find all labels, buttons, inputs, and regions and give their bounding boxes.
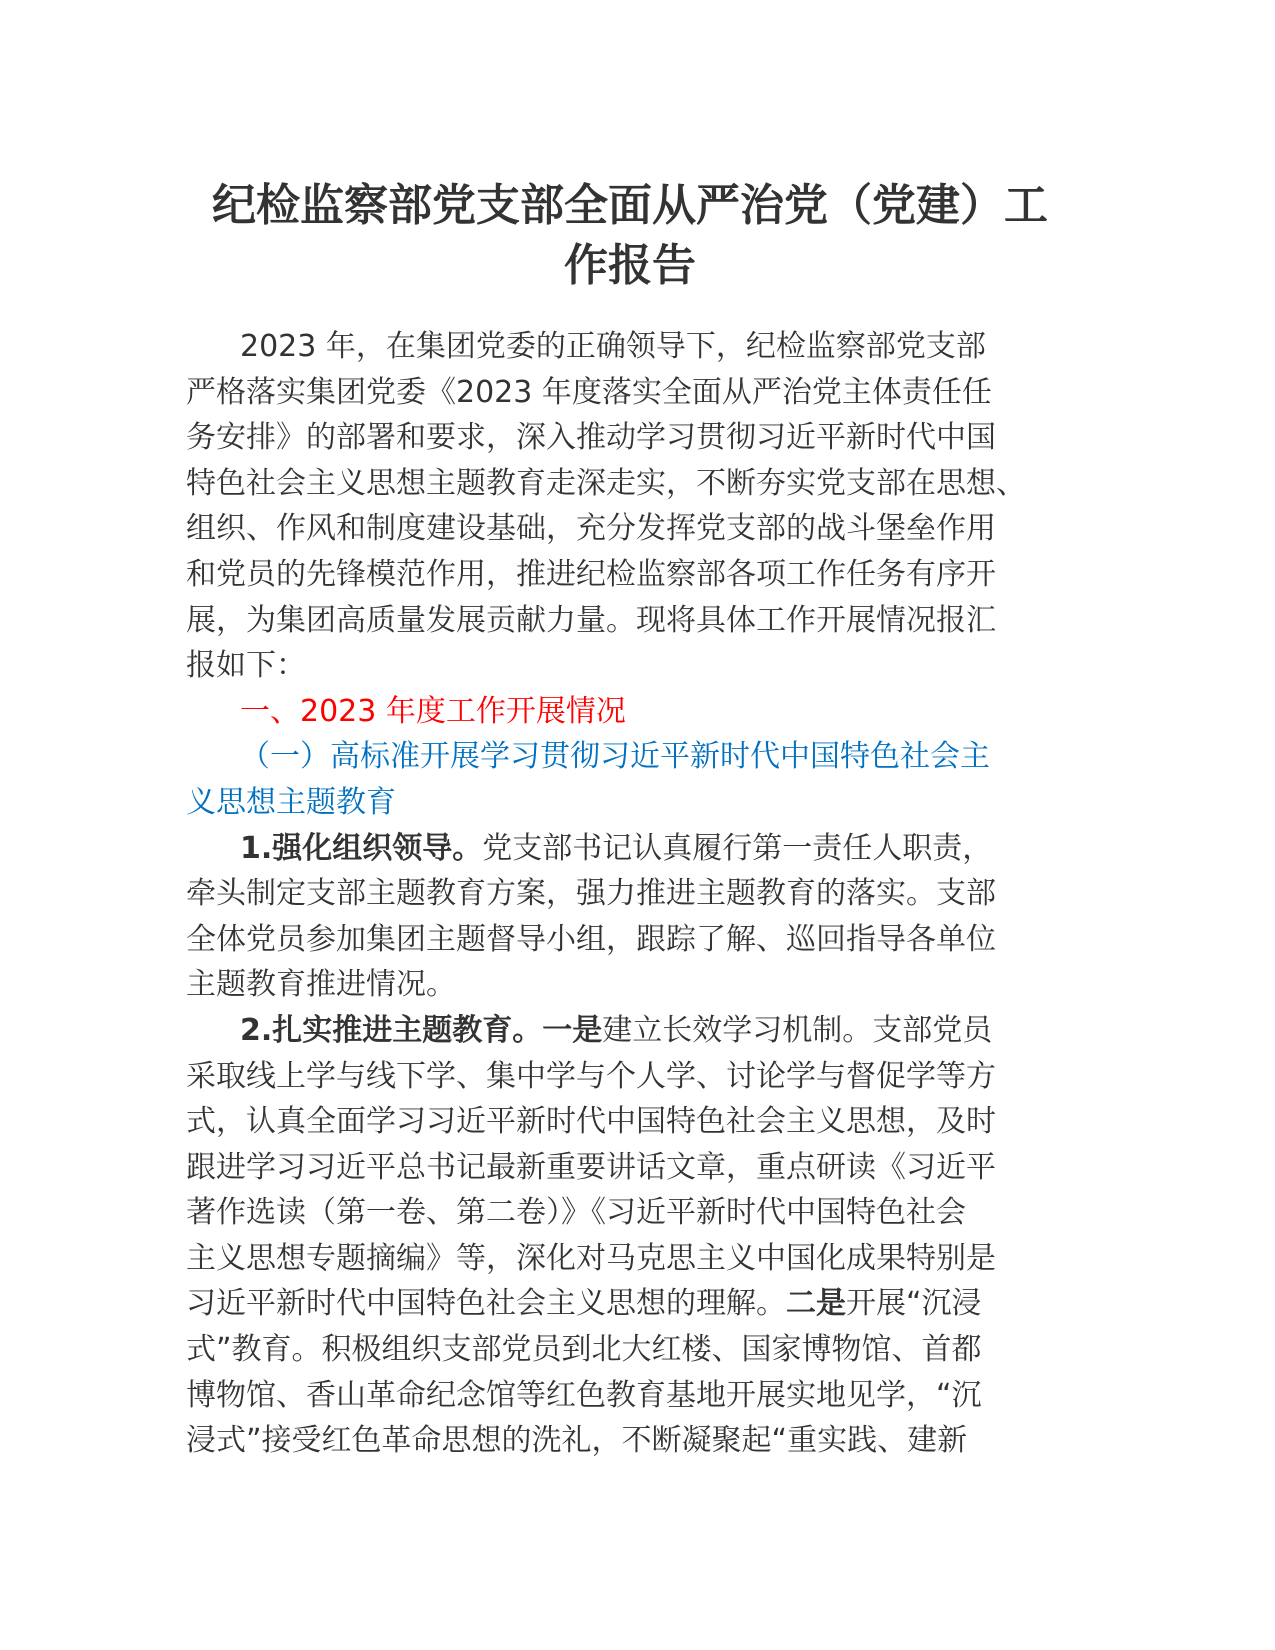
title-line-1: 纪检监察部党支部全面从严治党（党建）工 [212,180,1048,231]
heading2-line: （一）高标准开展学习贯彻习近平新时代中国特色社会主 [240,739,990,775]
item-2-paragraph [186,1008,1086,1464]
item-2-line-mixed [186,1281,1086,1327]
section-heading-2 [186,734,1086,825]
item-1-line: 主题教育推进情况。 [186,967,456,1003]
item-1-first-line [186,826,1086,872]
intro-line: 组织、作风和制度建设基础，充分发挥党支部的战斗堡垒作用 [186,511,996,547]
intro-line: 特色社会主义思想主题教育走深走实，不断夯实党支部在思想、 [186,465,1026,501]
intro-line: 严格落实集团党委《2023 年度落实全面从严治党主体责任任 [186,374,992,410]
intro-line: 2023 年，在集团党委的正确领导下，纪检监察部党支部 [240,329,986,364]
intro-line: 务安排》的部署和要求，深入推动学习贯彻习近平新时代中国 [186,420,996,456]
item-2-line: 浸式”接受红色革命思想的洗礼，不断凝聚起“重实践、建新 [186,1423,968,1459]
item-2-line: 采取线上学与线下学、集中学与个人学、讨论学与督促学等方 [186,1058,996,1094]
item-2-label: 2.扎实推进主题教育。 [240,1012,543,1048]
item-2-line: 主义思想专题摘编》等，深化对马克思主义中国化成果特别是 [186,1240,996,1276]
heading2-line: 义思想主题教育 [186,784,396,820]
title-line-2: 作报告 [564,240,696,291]
item-2-text: 习近平新时代中国特色社会主义思想的理解。 [186,1286,786,1322]
item-2-line: 著作选读（第一卷、第二卷）》《习近平新时代中国特色社会 [186,1195,966,1231]
item-2-text: 建立长效学习机制。支部党员 [602,1012,993,1048]
item-2-text: 开展“沉浸 [846,1286,982,1322]
item-1-line: 全体党员参加集团主题督导小组，跟踪了解、巡回指导各单位 [186,921,996,957]
item-2-line: 式”教育。积极组织支部党员到北大红楼、国家博物馆、首都 [186,1332,982,1368]
item-1-text: 党支部书记认真履行第一责任人职责， [482,830,993,866]
item-1-label: 1.强化组织领导。 [240,830,483,866]
item-2-line: 式，认真全面学习习近平新时代中国特色社会主义思想，及时 [186,1104,996,1140]
item-1-paragraph [186,826,1086,1008]
item-2-label-two: 二是 [786,1286,846,1322]
item-1-line: 牵头制定支部主题教育方案，强力推进主题教育的落实。支部 [186,876,996,912]
document-title [180,176,1080,296]
item-2-first-line [186,1008,1086,1054]
item-2-label-one: 一是 [542,1012,603,1048]
intro-line: 报如下： [186,648,306,684]
intro-paragraph [186,324,1086,689]
section-heading-1: 一、2023 年度工作开展情况 [240,693,626,729]
intro-line: 和党员的先锋模范作用，推进纪检监察部各项工作任务有序开 [186,556,996,592]
intro-line: 展，为集团高质量发展贡献力量。现将具体工作开展情况报汇 [186,602,996,638]
item-2-line: 跟进学习习近平总书记最新重要讲话文章，重点研读《习近平 [186,1149,996,1185]
document-body [186,324,1086,1464]
item-2-line: 博物馆、香山革命纪念馆等红色教育基地开展实地见学，“沉 [186,1377,982,1413]
